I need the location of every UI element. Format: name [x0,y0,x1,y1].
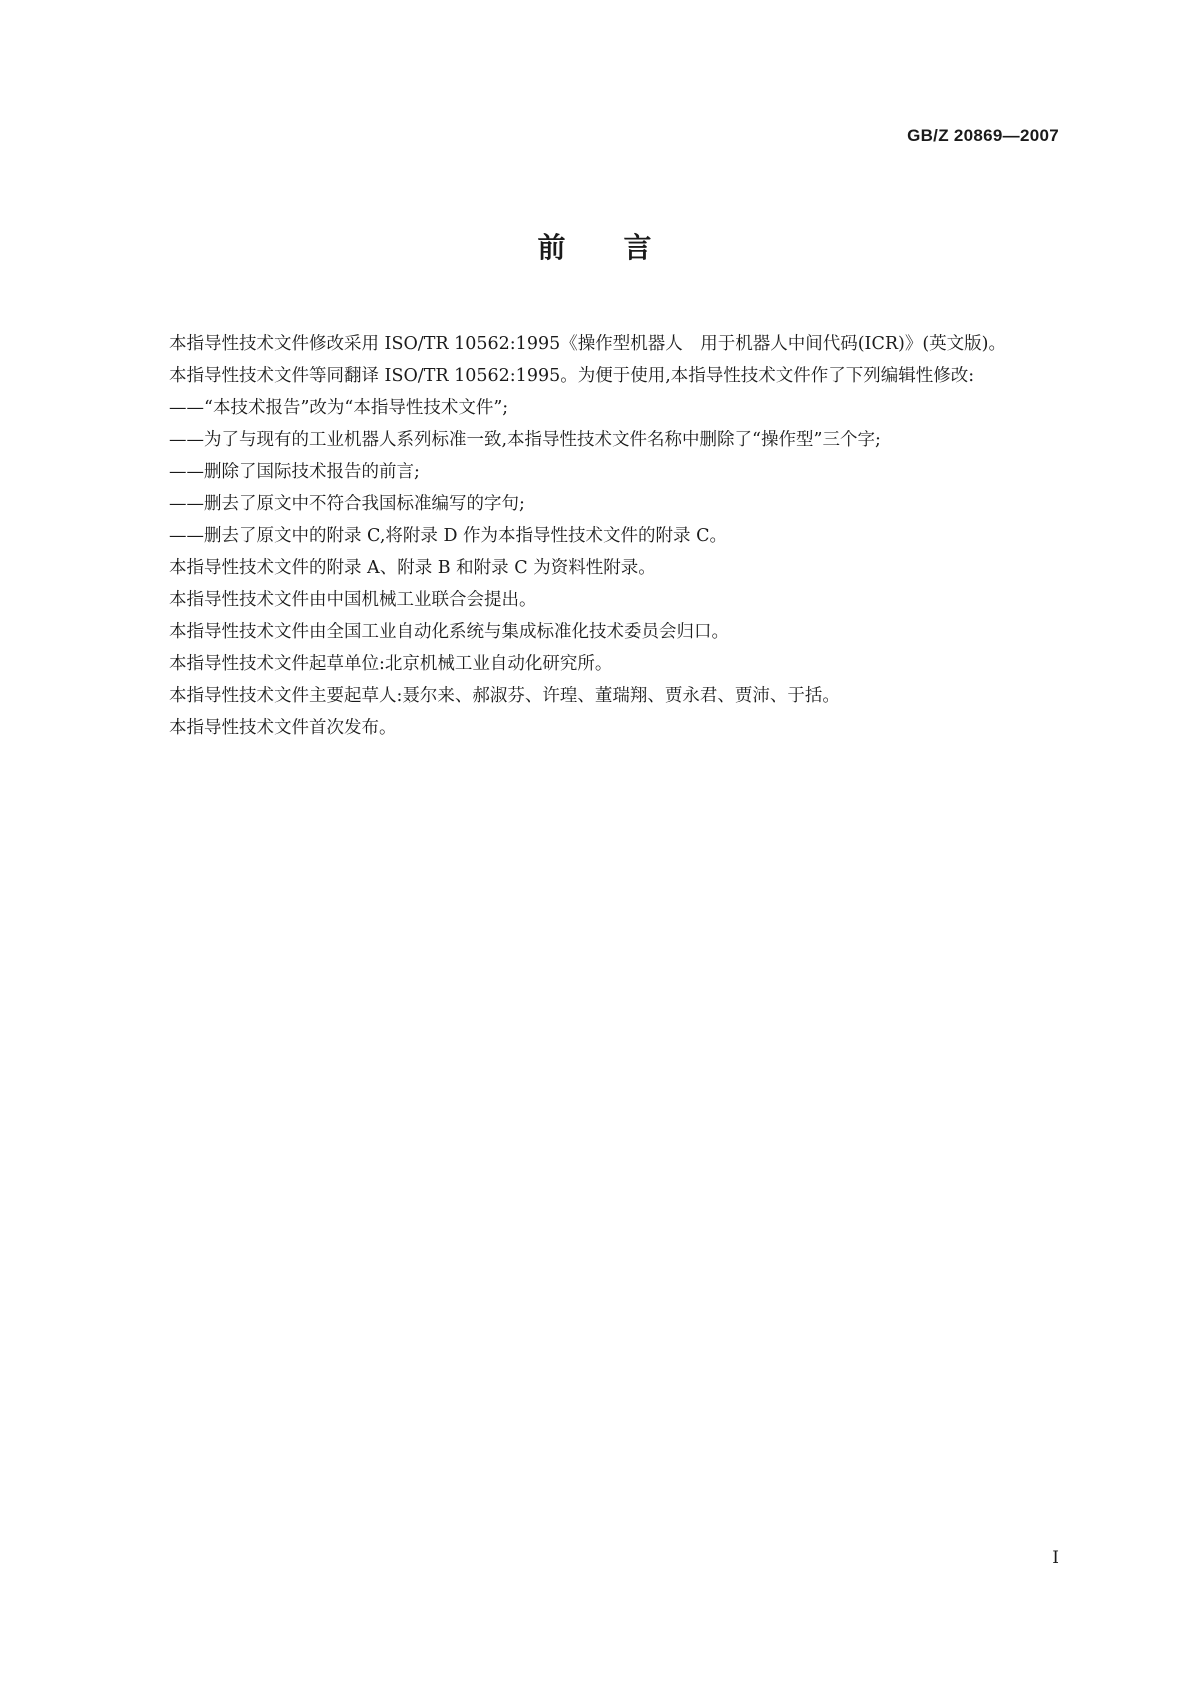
list-item: ——删去了原文中的附录 C,将附录 D 作为本指导性技术文件的附录 C。 [169,526,727,546]
statement-drafting-unit: 本指导性技术文件起草单位:北京机械工业自动化研究所。 [169,654,613,674]
list-item: ——删除了国际技术报告的前言; [169,462,420,482]
statement-drafters: 本指导性技术文件主要起草人:聂尔来、郝淑芬、许瑝、董瑞翔、贾永君、贾沛、于括。 [169,686,840,706]
title-char-2: 言 [623,231,654,264]
statement-proposer: 本指导性技术文件由中国机械工业联合会提出。 [169,590,537,610]
document-code: GB/Z 20869—2007 [907,126,1059,145]
paragraph-translation: 本指导性技术文件等同翻译 ISO/TR 10562:1995。为便于使用,本指导性技术文件作了下列编辑性修改: [169,366,975,386]
page-title [0,226,1191,266]
statement-first-release: 本指导性技术文件首次发布。 [169,718,397,738]
list-item: ——为了与现有的工业机器人系列标准一致,本指导性技术文件名称中删除了“操作型”三个字; [169,430,881,450]
statement-committee: 本指导性技术文件由全国工业自动化系统与集成标准化技术委员会归口。 [169,622,729,642]
list-item: ——“本技术报告”改为“本指导性技术文件”; [169,398,509,418]
statement-annexes: 本指导性技术文件的附录 A、附录 B 和附录 C 为资料性附录。 [169,558,656,578]
paragraph-adoption: 本指导性技术文件修改采用 ISO/TR 10562:1995《操作型机器人 用于机器人中间代码(ICR)》(英文版)。 [169,334,1007,354]
foreword-body [133,328,1059,744]
page-number: I [1052,1548,1059,1568]
list-item: ——删去了原文中不符合我国标准编写的字句; [169,494,525,514]
title-char-1: 前 [537,231,568,264]
